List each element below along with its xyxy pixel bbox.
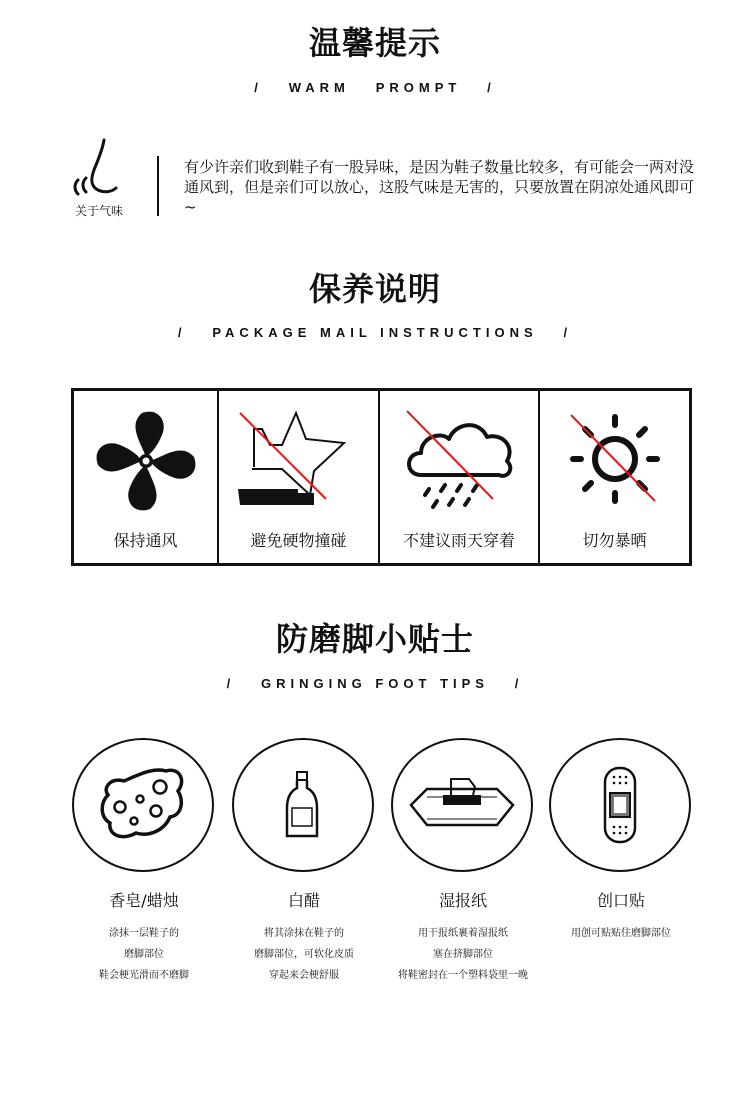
tip-description: 用创可贴贴住磨脚部位 bbox=[571, 928, 671, 939]
tip-circle bbox=[232, 738, 374, 872]
care-title: 保养说明 bbox=[308, 270, 441, 308]
tip-name: 创口贴 bbox=[596, 891, 645, 910]
warm-prompt-subtitle: / WARM PROMPT / bbox=[254, 80, 496, 95]
wet-wipes-icon bbox=[407, 775, 517, 835]
nose-icon bbox=[64, 136, 134, 198]
tip-circle bbox=[72, 738, 214, 872]
tip-name: 香皂/蜡烛 bbox=[109, 891, 179, 910]
care-subtitle: / PACKAGE MAIL INSTRUCTIONS / bbox=[177, 325, 573, 340]
care-label-no-hard-objects: 避免硬物撞碰 bbox=[250, 531, 347, 550]
tip-name: 白醋 bbox=[287, 891, 320, 910]
tips-title: 防磨脚小贴士 bbox=[275, 620, 474, 658]
smell-description: 有少许亲们收到鞋子有一股异味，是因为鞋子数量比较多，有可能会一两对没通风到，但是亲们可以放心，这股气味是无害的，只要放置在阴凉处通风即可~ bbox=[184, 158, 695, 216]
tip-description: 用干报纸裹着湿报纸 塞在挤脚部位 将鞋密封在一个塑料袋里一晚 bbox=[398, 928, 528, 981]
no-rain-icon bbox=[399, 409, 519, 509]
care-grid bbox=[71, 388, 692, 566]
care-label-ventilate: 保持通风 bbox=[113, 531, 178, 550]
tip-wet-newspaper bbox=[391, 738, 535, 986]
soap-icon bbox=[98, 765, 188, 845]
bandage-icon bbox=[602, 765, 638, 845]
care-item-ventilate bbox=[74, 391, 219, 563]
care-label-no-rain: 不建议雨天穿着 bbox=[402, 531, 515, 550]
tip-circle bbox=[549, 738, 691, 872]
no-hard-objects-icon bbox=[234, 409, 364, 509]
vinegar-bottle-icon bbox=[283, 770, 323, 840]
tip-vinegar bbox=[232, 738, 376, 986]
tip-description: 涂抹一层鞋子的 磨脚部位 鞋会梗光滑而不磨脚 bbox=[99, 928, 189, 981]
care-label-no-sun: 切勿暴晒 bbox=[582, 531, 647, 550]
tip-description: 将其涂抹在鞋子的 磨脚部位，可软化皮质 穿起来会梗舒服 bbox=[254, 928, 354, 981]
smell-label: 关于气味 bbox=[74, 204, 123, 218]
tip-soap bbox=[72, 738, 216, 986]
tip-name: 湿报纸 bbox=[438, 891, 487, 910]
smell-block bbox=[64, 136, 134, 220]
care-item-no-rain bbox=[380, 391, 540, 563]
warm-prompt-title: 温馨提示 bbox=[308, 24, 441, 62]
care-item-no-hard-objects bbox=[219, 391, 380, 563]
fan-icon bbox=[94, 409, 198, 513]
no-sun-icon bbox=[565, 409, 665, 509]
care-item-no-sun bbox=[540, 391, 689, 563]
tip-circle bbox=[391, 738, 533, 872]
divider bbox=[157, 156, 159, 216]
tip-bandage bbox=[549, 738, 693, 944]
tips-subtitle: / GRINGING FOOT TIPS / bbox=[226, 676, 524, 691]
